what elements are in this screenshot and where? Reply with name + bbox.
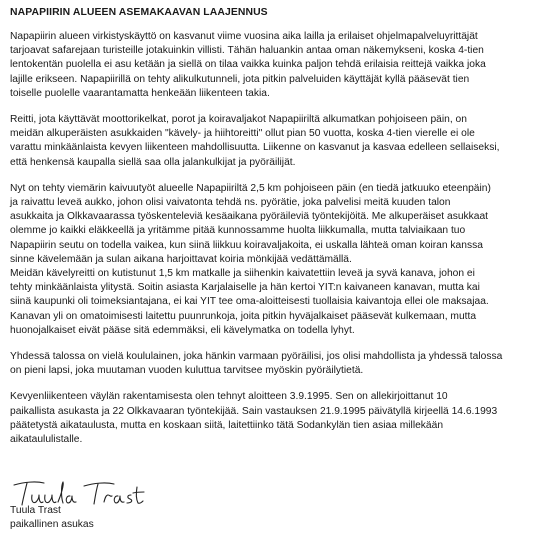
paragraph-children: Yhdessä talossa on vielä koululainen, joka hänkin varmaan pyöräilisi, jos olisi mahdollista ja yhdessä talossa on pieni lapsi, joka muutaman vuoden kuluttua tarvitsee myöskin pyöräilytietä.	[10, 351, 503, 377]
document-body	[10, 6, 538, 459]
signature-block	[10, 477, 210, 532]
paragraph-recreation-use: Napapiirin alueen virkistyskäyttö on kasvanut viime vuosina aika lailla ja erilaiset ohjelmapalveluyrittäjät tarjoavat safarejaan turisteille jotakuinkin villisti. Tähän haluankin antaa oman näkemykseni, koska 4-tien lentokentän puolella ei asu ketään ja siellä on tilaa vaikka kuinka paljon tehdä erilaisia reittejä vaikka joka lajille erikseen. Napapiirillä on tehty alikulkutunneli, jota pitkin palveluiden käyttäjät kyllä pääsevät tien toiselle puolelle vaarantamatta henkeään liikenteen takia.	[10, 31, 486, 99]
paragraph-walking-route: Meidän kävelyreitti on kutistunut 1,5 km matkalle ja siihenkin kaivatettiin leveä ja syvä kanava, johon ei tehty minkäänlaista ylitystä. Soitin asiasta Karjalaiselle ja hän kertoi YIT:n kaivaneen kanavan, mutta kai siinä kaupunki oli toimeksiantajana, ei kai YIT tee oma-aloitteisesti tuollaisia kaivantoja ellei ole maksajaa. Kanavan yli on omatoimisesti laitettu puunrunkoja, joita pitkin hyväjalkaiset pääsevät kulkemaan, mutta huonojalkaiset eivät pääse sitä edemmäksi, eli kävelymatka on todella lyhyt.	[10, 268, 489, 336]
paragraph-sewer-works: Nyt on tehty viemärin kaivuutyöt alueelle Napapiiriltä 2,5 km pohjoiseen päin (en tiedä jatkuuko eteenpäin) ja raivattu leveä aukko, johon olisi vaivatonta tehdä ns. pyörätie, joka palvelisi meitä kuuden talon asukkaita ja Olkkavaarassa työskenteleviä kesäaikana pyöräileviä työntekijöitä. Me alkuperäiset asukkaat olemme jo kaikki eläkkeellä ja yritämme pitää kunnossamme huolta liikkumalla, mutta talviaikaan tuo Napapiirin seutu on todella vaikea, kun siinä liikkuu koiravaljakoita, ei uskalla lähteä oman koiran kanssa sinne kävelemään ja sulan aikana harjoittavat koiria mönkijää vedättämällä.	[10, 182, 491, 265]
signer-name: Tuula Trast	[10, 505, 61, 516]
paragraph-initiative: Kevyenliikenteen väylän rakentamisesta olen tehnyt aloitteen 3.9.1995. Sen on allekirjoittanut 10 paikallista asukasta ja 22 Olkkavaaran työntekijää. Sain vastauksen 21.9.1995 päivätyllä kirjeellä 14.6.1993 päätetystä aikataulusta, mutta en koskaan siitä, laitettiinko tätä Sodankylän tien asiaa millekään aikataululistalle.	[10, 391, 498, 446]
paragraph-route-usage: Reitti, jota käyttävät moottorikelkat, porot ja koiravaljakot Napapiiriltä alkumatkan pohjoiseen päin, on meidän alkuperäisten asukkaiden "kävely- ja hiihtoreitti" ollut pian 50 vuotta, koska 4-tien vierelle ei ole varattu minkäänlaista kevyen liikenteen mahdollisuutta. Liikenne on kasvanut ja kasvaa edelleen sellaiseksi, että henkensä kaupalla siellä saa olla jalankulkijat ja pyöräilijät.	[10, 114, 500, 168]
signer-role: paikallinen asukas	[10, 519, 94, 530]
document-title: NAPAPIIRIN ALUEEN ASEMAKAAVAN LAAJENNUS	[10, 7, 268, 18]
